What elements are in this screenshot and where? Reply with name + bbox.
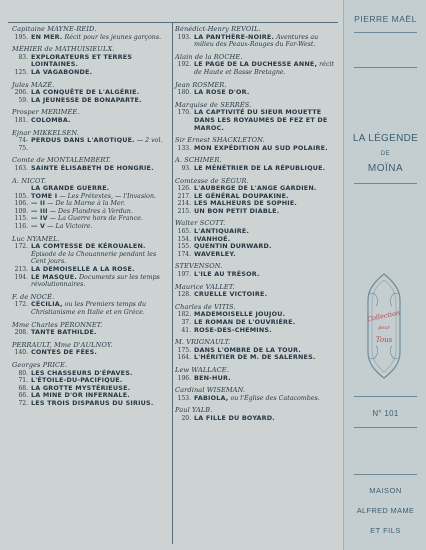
entry-number: 109. xyxy=(14,207,28,215)
entry-number: 126. xyxy=(177,185,191,193)
spine-title-de: DE xyxy=(380,151,391,157)
author-section xyxy=(175,102,335,132)
entry-title: ROSE-DES-CHEMINS. xyxy=(194,325,272,334)
entry-text xyxy=(31,243,167,266)
entry-text xyxy=(31,301,167,316)
author-name: Georges PRICE. xyxy=(12,360,68,369)
entry-number: 133. xyxy=(177,144,191,152)
entry-number: 208. xyxy=(14,329,28,337)
catalog-entry xyxy=(175,271,335,279)
entry-text xyxy=(31,329,167,337)
entry-text xyxy=(194,109,335,132)
entry-title: LA VAGABONDE. xyxy=(31,67,93,76)
entry-title: UN BON PETIT DIABLE. xyxy=(194,206,280,215)
entry-description: — 2 vol. xyxy=(134,137,163,145)
entry-text xyxy=(31,349,167,357)
entry-title: — III xyxy=(31,206,48,215)
spine-title-line1: LA LÉGENDE xyxy=(352,133,419,144)
entry-description: — Des Flandres à Verdun. xyxy=(47,207,133,215)
entry-text xyxy=(31,117,167,125)
entry-text xyxy=(194,208,335,216)
spine-rule xyxy=(354,67,417,68)
entry-number: 213. xyxy=(14,266,28,274)
entry-number: 206. xyxy=(14,89,28,97)
author-name: F. de NOCÉ. xyxy=(12,292,55,301)
publisher-line2: ALFRED MAME xyxy=(356,506,415,515)
author-name: Marquise de SERRÉS. xyxy=(175,100,252,109)
entry-text xyxy=(31,54,167,69)
author-name: Sir Ernest SHACKLETON. xyxy=(175,136,265,145)
author-name: MÉHIER de MATHUISIEULX. xyxy=(12,45,115,54)
entry-description: — De la Marne à la Mer. xyxy=(45,200,126,208)
entry-title: PERDUS DANS L'AROTIQUE. xyxy=(31,136,135,145)
catalog-entry xyxy=(175,165,335,173)
entry-title: L'ANTIQUAIRE. xyxy=(194,227,250,236)
entry-title: WAVERLEY. xyxy=(194,249,236,258)
author-name: Comtesse de SÉGUR. xyxy=(175,176,249,185)
author-name: Ejnar MIKKELSEN. xyxy=(12,128,80,137)
entry-number: 164. xyxy=(177,354,191,362)
catalog-entry xyxy=(12,223,167,231)
author-section xyxy=(12,26,167,41)
entry-title: QUENTIN DURWARD. xyxy=(194,242,272,251)
entry-title: IVANHOÉ. xyxy=(194,234,231,243)
entry-title: LE ROMAN DE L'OUVRIÈRE. xyxy=(194,318,296,326)
entry-number: 175. xyxy=(177,346,191,354)
entry-number: 180. xyxy=(177,89,191,97)
entry-number: 59. xyxy=(18,96,28,104)
catalog-entry xyxy=(175,34,335,49)
entry-number: 172. xyxy=(14,301,28,309)
author-section xyxy=(12,46,167,76)
author-section xyxy=(12,322,167,337)
entry-text xyxy=(31,400,167,408)
author-name: Maurice VALLET. xyxy=(175,282,235,291)
badge-text-collection: Collection xyxy=(366,308,401,324)
catalog-right-column xyxy=(175,26,335,428)
entry-title: L'ÉTOILE-DU-PACIFIQUE. xyxy=(31,376,123,385)
author-name: Prosper MERIMÉE. xyxy=(12,108,80,117)
entry-title: LA MINE D'OR INFERNALE. xyxy=(31,391,130,400)
entry-text xyxy=(194,89,335,97)
entry-number: 163. xyxy=(14,164,28,172)
catalog-entry xyxy=(12,117,167,125)
entry-title: LE MÉNÉTRIER DE LA RÉPUBLIQUE. xyxy=(194,163,326,172)
entry-number: 116. xyxy=(14,223,28,231)
entry-number: 214. xyxy=(177,200,191,208)
catalog-entry xyxy=(175,208,335,216)
entry-number: 41. xyxy=(181,326,191,334)
author-section xyxy=(175,178,335,216)
entry-number: 170. xyxy=(177,109,191,117)
catalog-entry xyxy=(12,349,167,357)
author-section xyxy=(175,304,335,334)
entry-number: 20. xyxy=(181,414,191,422)
entry-text xyxy=(194,375,335,383)
entry-title: LE MASQUE. xyxy=(31,272,77,281)
author-section xyxy=(175,26,335,49)
entry-text xyxy=(194,61,335,76)
entry-title: LA CONQUÊTE DE L'ALGÉRIE. xyxy=(31,88,140,97)
entry-text xyxy=(31,137,167,145)
catalog-entry xyxy=(175,415,335,423)
publisher-line3: ET FILS xyxy=(370,526,401,535)
entry-number: 128. xyxy=(177,291,191,299)
spine-rule xyxy=(354,183,417,184)
entry-description: — Les Prétextes, — l'Invasion. xyxy=(57,192,157,200)
catalog-entry xyxy=(175,375,335,383)
catalog-entry xyxy=(175,89,335,97)
entry-text xyxy=(194,251,335,259)
entry-title: FABIOLA, xyxy=(194,393,229,402)
entry-title: LA PANTHÈRE-NOIRE. xyxy=(194,32,275,41)
author-section xyxy=(12,157,167,172)
entry-description: récit de Haute et Basse Bretagne. xyxy=(194,61,334,76)
entry-text xyxy=(194,415,335,423)
catalog-entry xyxy=(175,354,335,362)
entry-title: CÉCILIA, xyxy=(31,300,63,309)
entry-text xyxy=(194,395,335,403)
entry-title: EXPLORATEURS ET TERRES LOINTAINES. xyxy=(31,52,133,69)
entry-text xyxy=(31,223,167,231)
entry-title: LES TROIS DISPARUS DU SIRIUS. xyxy=(31,398,154,407)
entry-title: L'HÉRITIER DE M. DE SALERNES. xyxy=(194,353,316,362)
entry-title: L'ILE AU TRÉSOR. xyxy=(194,270,260,279)
entry-description: ou l'Église des Catacombes. xyxy=(228,394,320,402)
entry-text xyxy=(31,165,167,173)
column-divider xyxy=(172,22,173,544)
entry-number: 80. xyxy=(18,369,28,377)
catalog-entry xyxy=(12,97,167,105)
entry-title: LA GROTTE MYSTÉRIEUSE. xyxy=(31,383,131,392)
badge-text-pour: pour xyxy=(378,325,390,331)
entry-number: 37. xyxy=(181,319,191,326)
entry-text xyxy=(194,271,335,279)
author-name: Comte de MONTALEMBERT. xyxy=(12,156,112,165)
author-section xyxy=(175,367,335,382)
spine-rule xyxy=(354,32,417,33)
catalog-entry xyxy=(175,291,335,299)
entry-number: 181. xyxy=(14,116,28,124)
entry-number: 115. xyxy=(14,215,28,223)
author-section xyxy=(175,387,335,402)
author-section xyxy=(175,407,335,422)
catalog-entry xyxy=(12,137,167,152)
publisher-line1: MAISON xyxy=(369,486,402,495)
author-name: Walter SCOTT. xyxy=(175,219,226,228)
entry-text xyxy=(194,291,335,299)
entry-number: 165. xyxy=(177,228,191,236)
catalog-entry xyxy=(12,400,167,408)
author-section xyxy=(12,236,167,289)
entry-number: 196. xyxy=(177,374,191,382)
author-section xyxy=(175,54,335,77)
entry-description: ou les Premiers temps du Christianisme en Italie et en Grèce. xyxy=(31,301,147,316)
entry-number: 140. xyxy=(14,349,28,357)
entry-number: 194. xyxy=(14,273,28,281)
volume-number: N° 101 xyxy=(372,409,399,418)
author-name: Luc NYAMEL. xyxy=(12,234,60,243)
entry-number: 106. xyxy=(14,200,28,208)
author-section xyxy=(175,82,335,97)
entry-title: — II xyxy=(31,199,46,208)
entry-title: — V xyxy=(31,222,46,231)
author-section xyxy=(175,339,335,362)
author-section xyxy=(175,220,335,258)
author-name: Alain de la ROCHE. xyxy=(175,52,243,61)
author-section xyxy=(12,178,167,231)
catalog-entry xyxy=(12,274,167,289)
entry-title: LA ROSE D'OR. xyxy=(194,88,250,97)
entry-number: 72. xyxy=(18,399,28,407)
entry-number: 154. xyxy=(177,235,191,243)
entry-number: 153. xyxy=(177,394,191,402)
entry-title: LA DEMOISELLE A LA ROSE. xyxy=(31,265,135,274)
entry-title: LA CAPTIVITÉ DU SIEUR MOUETTE DANS LES ROYAUMES DE FEZ ET DE MAROC. xyxy=(194,108,328,132)
author-section xyxy=(175,284,335,299)
entry-title: BEN-HUR. xyxy=(194,373,231,382)
entry-text xyxy=(194,34,335,49)
spine-author: PIERRE MAËL xyxy=(354,14,417,24)
catalog-entry xyxy=(12,34,167,42)
entry-title: COLOMBA. xyxy=(31,115,71,124)
catalog-entry xyxy=(175,145,335,153)
entry-title: LA FILLE DU BOYARD. xyxy=(194,413,275,422)
catalog-entry xyxy=(12,165,167,173)
entry-title: TANTE BATHILDE. xyxy=(31,328,97,337)
entry-number: 172. xyxy=(14,243,28,251)
entry-number: 195. xyxy=(14,33,28,41)
catalog-left-column xyxy=(12,26,167,413)
author-name: Mme Charles PÉRONNET. xyxy=(12,320,103,329)
entry-text xyxy=(31,215,167,223)
entry-number: 125. xyxy=(14,68,28,76)
author-name: Jules MAZÉ. xyxy=(12,80,55,89)
entry-description: Épisode de la Chouannerie pendant les Cent jours. xyxy=(31,250,157,266)
entry-title: DANS L'OMBRE DE LA TOUR. xyxy=(194,345,302,354)
catalog-entry xyxy=(12,243,167,266)
entry-description: Documents sur les temps révolutionnaires. xyxy=(31,273,160,289)
spine-title-line2: MOÏNA xyxy=(367,163,404,174)
entry-text xyxy=(31,97,167,105)
entry-title: — IV xyxy=(31,214,48,223)
author-name: Paul YALB. xyxy=(175,406,213,415)
entry-title: LES MALHEURS DE SOPHIE. xyxy=(194,199,298,208)
entry-number: 155. xyxy=(177,243,191,251)
author-section xyxy=(12,82,167,105)
entry-number: 193. xyxy=(177,33,191,41)
entry-number: 68. xyxy=(18,384,28,392)
entry-title: SAINTE ÉLISABETH DE HONGRIE. xyxy=(31,163,154,172)
author-name: Cardinal WISEMAN. xyxy=(175,386,246,395)
entry-title: LA COMTESSE DE KÉROUALEN. xyxy=(31,242,146,251)
top-rule xyxy=(8,22,338,23)
catalog-entry xyxy=(175,109,335,132)
entry-number: 74-75. xyxy=(18,137,28,152)
book-spine xyxy=(343,0,426,550)
author-section xyxy=(175,263,335,278)
entry-text xyxy=(194,327,335,335)
author-name: Lew WALLACE. xyxy=(175,365,229,374)
entry-number: 105. xyxy=(14,192,28,200)
entry-number: 66. xyxy=(18,392,28,400)
author-name: Capitaine MAYNE-REID. xyxy=(12,25,97,33)
author-section xyxy=(175,137,335,152)
badge-text-tous: Tous xyxy=(375,336,393,344)
author-section xyxy=(12,362,167,408)
entry-number: 93. xyxy=(181,164,191,172)
entry-title: L'AUBERGE DE L'ANGE GARDIEN. xyxy=(194,184,317,193)
entry-title: CRUELLE VICTOIRE. xyxy=(194,290,268,299)
spine-rule xyxy=(354,396,417,397)
entry-title: LA JEUNESSE DE BONAPARTE. xyxy=(31,95,142,104)
catalog-entry xyxy=(12,54,167,69)
collection-badge-emblem xyxy=(364,272,404,380)
entry-number: 71. xyxy=(18,377,28,385)
author-name: A. NICOT. xyxy=(12,176,47,185)
entry-title: LE PAGE DE LA DUCHESSE ANNE, xyxy=(194,60,318,69)
entry-text xyxy=(194,165,335,173)
catalog-entry xyxy=(12,329,167,337)
author-name: A. SCHIMER. xyxy=(175,156,222,165)
author-name: PERRAULT, Mme D'AULNOY. xyxy=(12,340,113,349)
spine-rule xyxy=(354,427,417,428)
author-name: Jean ROSMER. xyxy=(175,80,227,89)
entry-title: LES CHASSEURS D'ÉPAVES. xyxy=(31,368,133,377)
entry-text xyxy=(31,200,167,208)
author-section xyxy=(12,130,167,153)
catalog-entry xyxy=(175,327,335,335)
catalog-entry xyxy=(175,61,335,76)
entry-text xyxy=(31,34,167,42)
author-name: M. VRIGNAULT. xyxy=(175,338,231,347)
entry-description: — La Guerre hors de France. xyxy=(47,215,143,223)
entry-title: LE GÉNÉRAL DOUPAKINE. xyxy=(194,191,289,200)
author-name: Bénédict-Henry REVOIL. xyxy=(175,25,261,33)
spine-rule xyxy=(354,474,417,475)
author-section xyxy=(12,109,167,124)
entry-title: EN MER. xyxy=(31,32,63,41)
catalog-entry xyxy=(175,395,335,403)
author-name: STEVENSON. xyxy=(175,262,223,271)
entry-number: 217. xyxy=(177,192,191,200)
entry-description: — La Victoire. xyxy=(45,223,93,231)
entry-description: Aventures au milieu des Peaux-Rouges du Far-West. xyxy=(194,33,319,49)
entry-text xyxy=(194,354,335,362)
entry-number: 174. xyxy=(177,250,191,258)
author-section xyxy=(12,342,167,357)
author-section xyxy=(12,294,167,317)
entry-number: 215. xyxy=(177,207,191,215)
entry-title: MADEMOISELLE JOUJOU. xyxy=(194,310,286,319)
entry-number: 182. xyxy=(177,311,191,319)
author-name: Charles de VITIS. xyxy=(175,302,236,311)
entry-text xyxy=(31,69,167,77)
catalog-entry xyxy=(12,301,167,316)
catalog-entry xyxy=(12,69,167,77)
entry-number: 197. xyxy=(177,271,191,279)
entry-title: TOME I xyxy=(31,191,58,200)
entry-text xyxy=(31,274,167,289)
entry-title: LA GRANDE GUERRE. xyxy=(31,184,110,193)
author-section xyxy=(175,157,335,172)
entry-description: Récit pour les jeunes garçons. xyxy=(62,33,162,41)
entry-number: 192. xyxy=(177,61,191,69)
catalog-entry xyxy=(175,251,335,259)
entry-title: MON EXPÉDITION AU SUD POLAIRE. xyxy=(194,143,328,152)
entry-number: 83. xyxy=(18,53,28,61)
entry-text xyxy=(194,145,335,153)
entry-title: CONTES DE FÉES. xyxy=(31,348,98,357)
